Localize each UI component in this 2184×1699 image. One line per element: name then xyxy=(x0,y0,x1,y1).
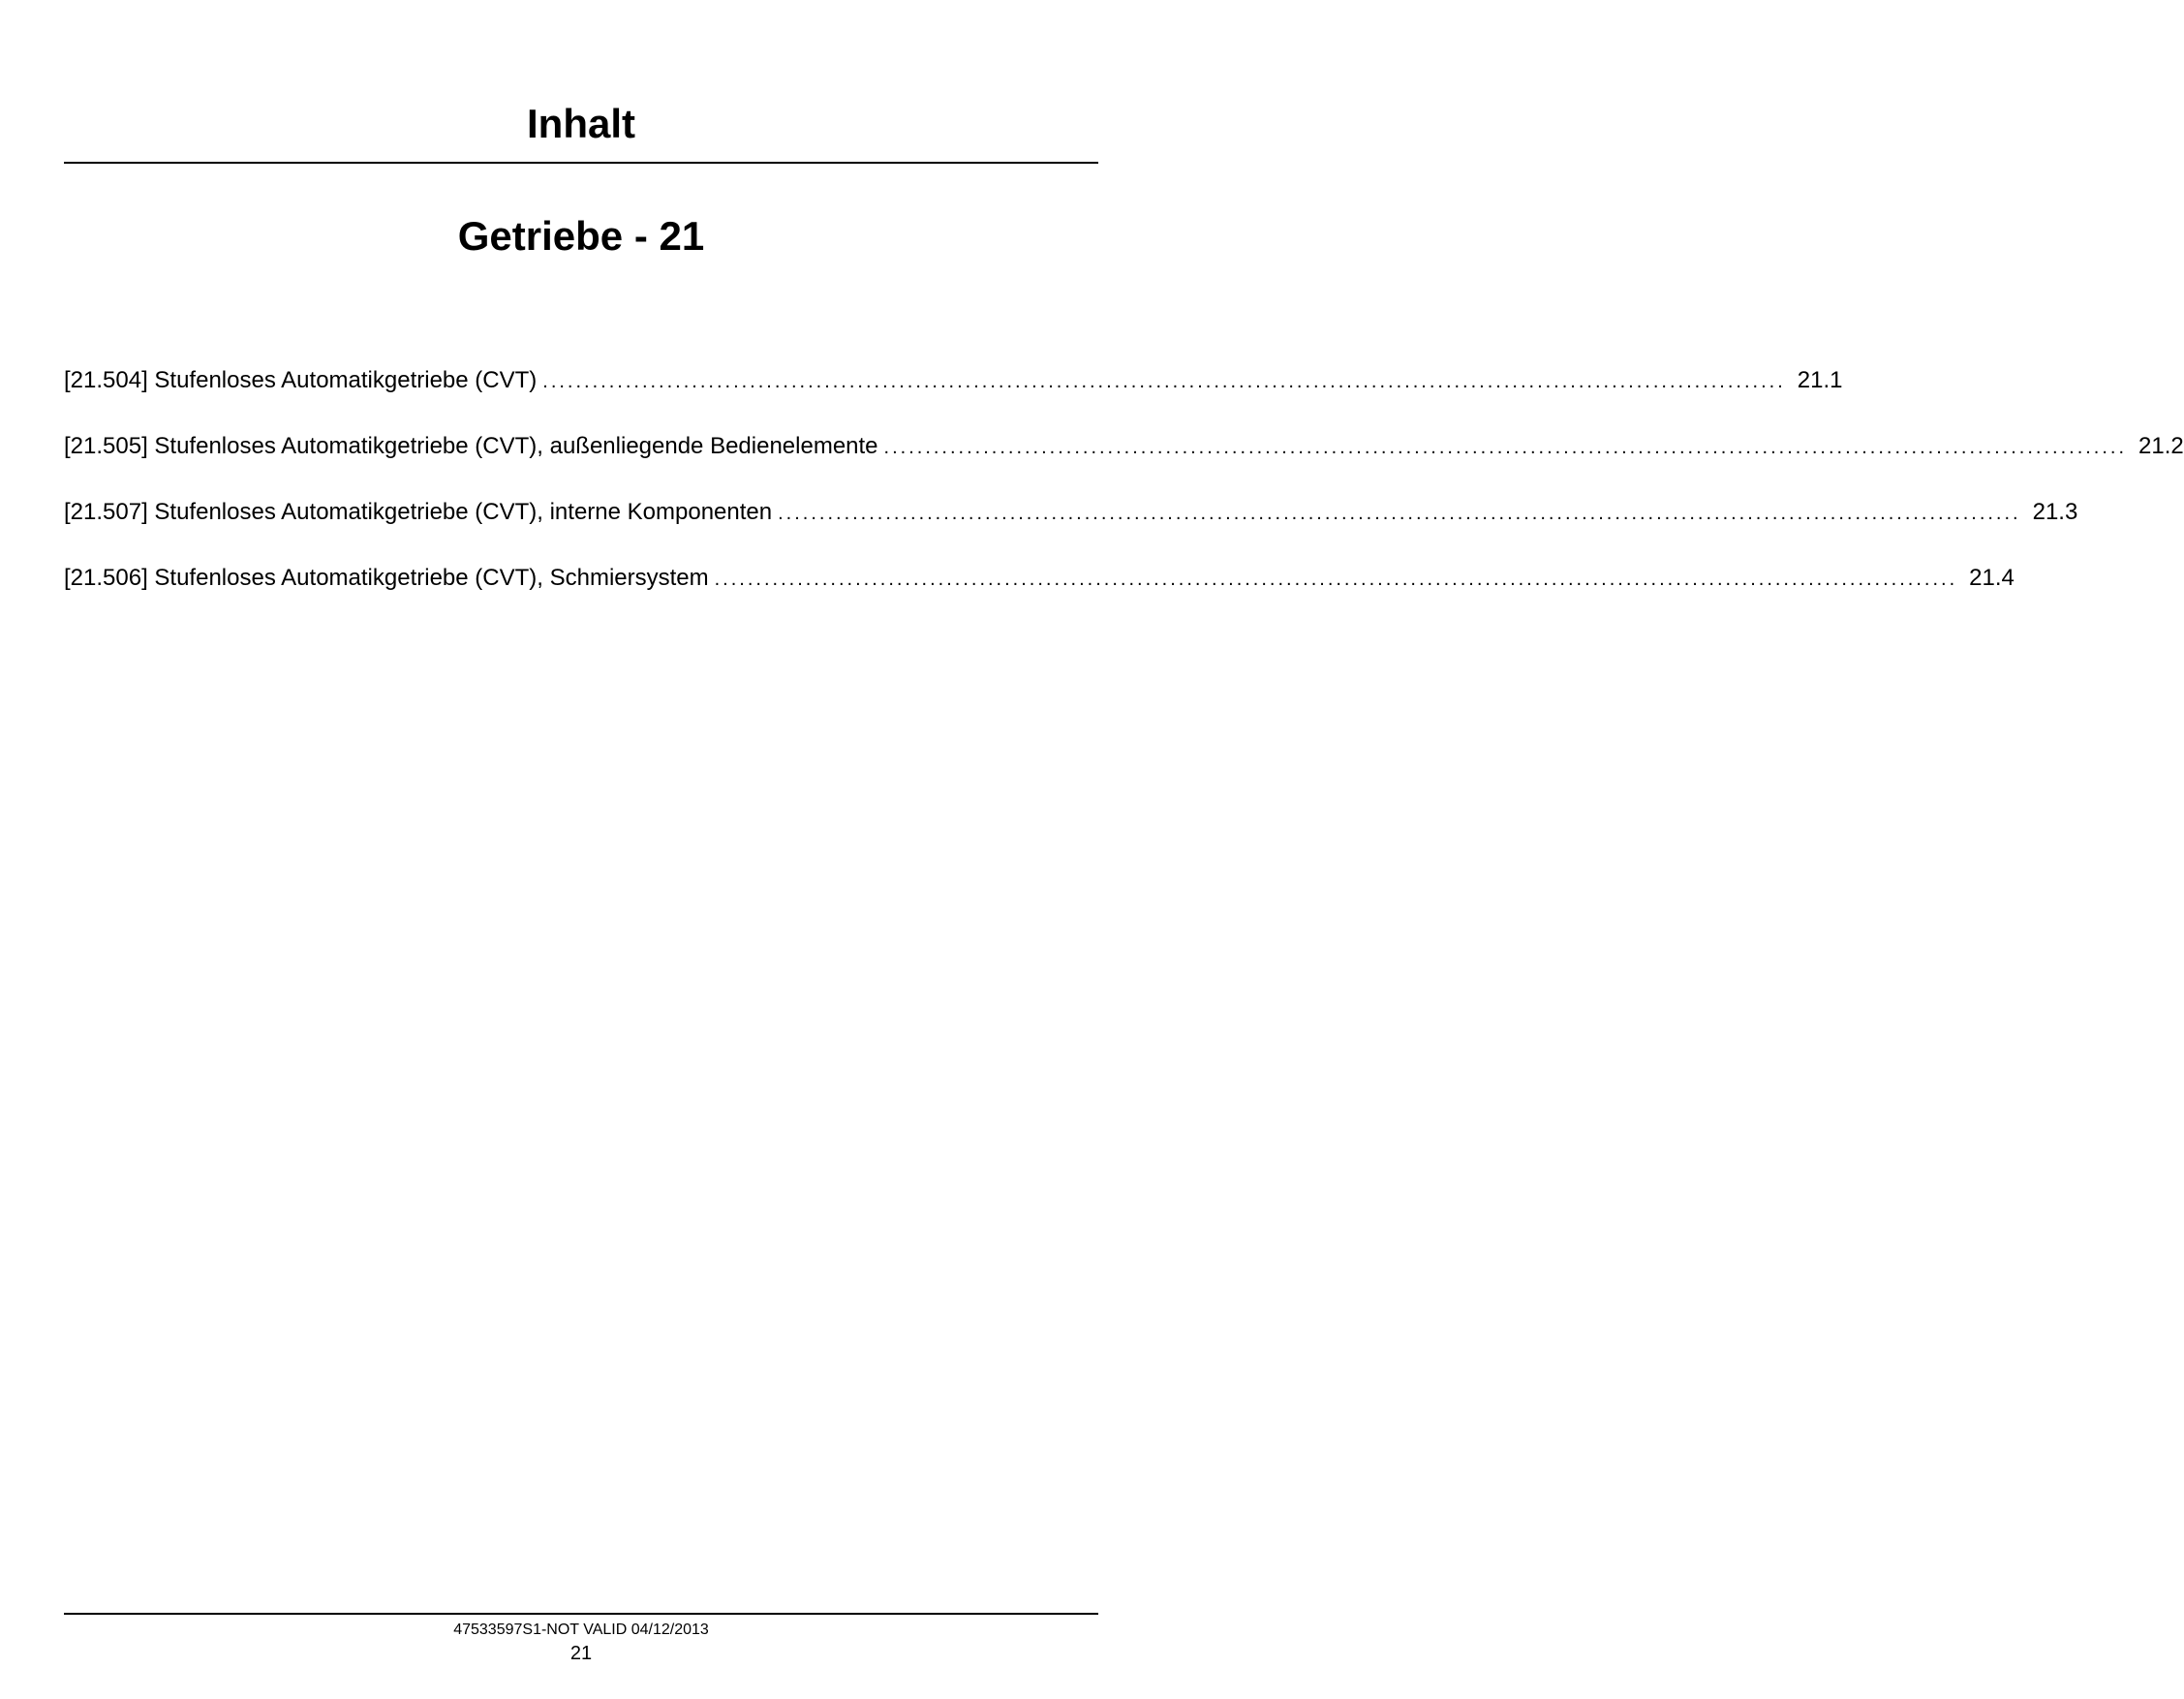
toc-entry[interactable] xyxy=(64,495,2078,561)
title-divider xyxy=(64,162,1098,164)
footer-divider xyxy=(64,1613,1098,1615)
toc-dot-leader: ...................................................................................................................................................... xyxy=(883,437,2128,458)
toc-entry-label: [21.507] Stufenloses Automatikgetriebe (CVT), interne Komponenten xyxy=(64,499,773,525)
toc-entry-page: 21.2 xyxy=(2138,433,2184,459)
toc-entry[interactable] xyxy=(64,561,2015,627)
toc-dot-leader: ...................................................................................................................................................... xyxy=(714,569,1958,590)
toc-entry[interactable] xyxy=(64,363,1843,429)
toc-entry-page: 21.3 xyxy=(2032,499,2078,525)
toc-entry-label: [21.506] Stufenloses Automatikgetriebe (CVT), Schmiersystem xyxy=(64,565,709,591)
toc-entry-label: [21.505] Stufenloses Automatikgetriebe (CVT), außenliegende Bedienelemente xyxy=(64,433,878,459)
toc-entry-page: 21.4 xyxy=(1969,565,2015,591)
page-title: Inhalt xyxy=(527,101,635,146)
footer-document-id: 47533597S1-NOT VALID 04/12/2013 xyxy=(453,1622,709,1638)
toc-entry-page: 21.1 xyxy=(1797,367,1843,393)
toc-dot-leader: ...................................................................................................................................................... xyxy=(542,371,1786,392)
section-title: Getriebe - 21 xyxy=(457,213,705,259)
table-of-contents xyxy=(64,363,2184,627)
footer-page-number: 21 xyxy=(569,1643,593,1664)
toc-entry-label: [21.504] Stufenloses Automatikgetriebe (CVT) xyxy=(64,367,538,393)
toc-entry[interactable] xyxy=(64,429,2184,495)
toc-dot-leader: ...................................................................................................................................................... xyxy=(778,503,2021,524)
